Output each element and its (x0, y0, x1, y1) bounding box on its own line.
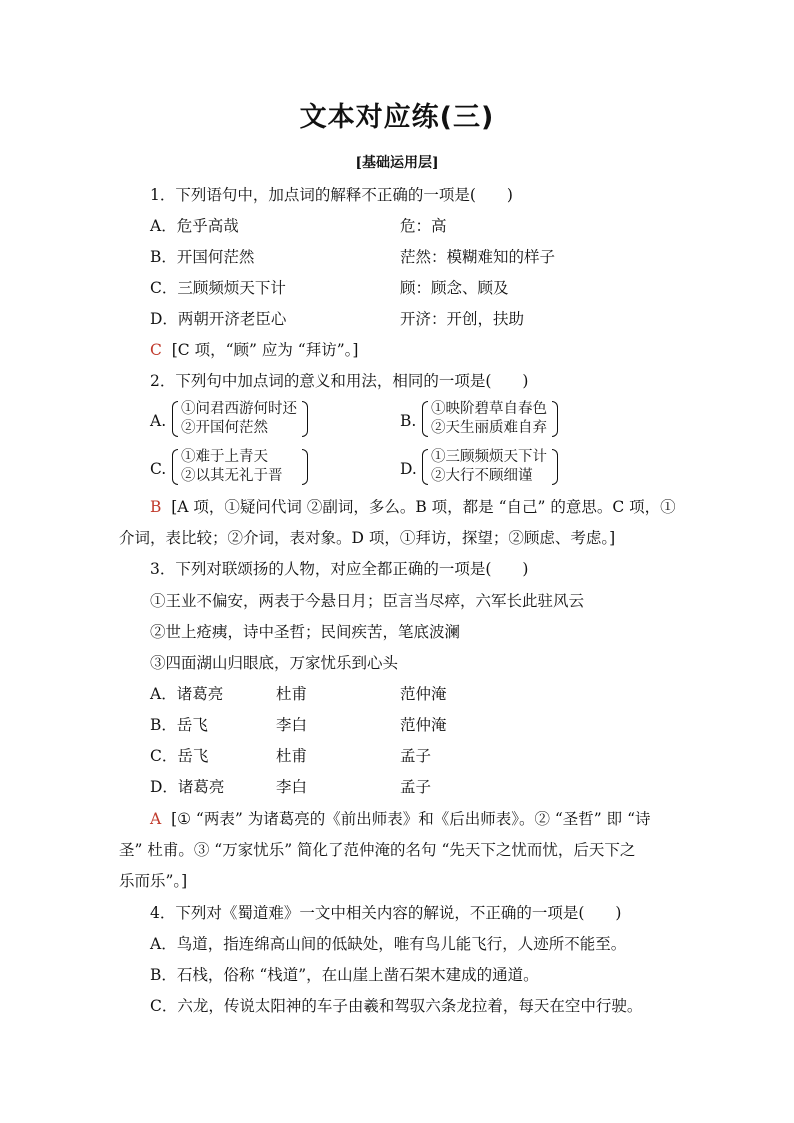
q3-explanation-3: 乐而乐”。] (119, 872, 188, 890)
q2-option-a-label: A. (150, 412, 167, 430)
q2-option-c-sentence-1: ①难于上青天 (181, 449, 268, 465)
q3-option-c: C．岳飞 (150, 747, 209, 765)
q1-option-c-gloss: 顾：顾念、顾及 (400, 279, 509, 297)
q3-option-d: D．诸葛亮 (150, 778, 225, 796)
section-heading: [基础运用层] (355, 155, 439, 171)
q1-option-a-gloss: 危：高 (400, 217, 447, 235)
q3-stem: 3．下列对联颂扬的人物，对应全都正确的一项是( ) (150, 560, 529, 578)
q3-option-a: A．诸葛亮 (150, 685, 224, 703)
q3-option-c-col3: 孟子 (400, 747, 432, 765)
q2-option-b-label: B. (400, 412, 417, 430)
q4-option-b: B．石栈，俗称 “栈道”，在山崖上凿石架木建成的通道。 (150, 966, 539, 984)
q1-answer: C (150, 341, 162, 359)
q3-couplet-2: ②世上疮痍，诗中圣哲；民间疾苦，笔底波澜 (150, 623, 461, 641)
q1-option-b: B．开国何茫然 (150, 248, 255, 266)
q4-option-a: A．鸟道，指连绵高山间的低缺处，唯有鸟儿能飞行，人迹所不能至。 (150, 935, 627, 953)
q1-answer-line (150, 339, 358, 361)
q1-option-a: A．危乎高哉 (150, 217, 239, 235)
q1-stem: 1．下列语句中，加点词的解释不正确的一项是( ) (150, 186, 513, 204)
q2-option-b-bracket (422, 399, 558, 439)
q4-stem: 4．下列对《蜀道难》一文中相关内容的解说，不正确的一项是( ) (150, 904, 622, 922)
q2-answer: B (150, 498, 162, 516)
q2-stem: 2．下列句中加点词的意义和用法，相同的一项是( ) (150, 372, 529, 390)
q1-option-d-gloss: 开济：开创，扶助 (400, 310, 525, 328)
q1-option-b-gloss: 茫然：模糊难知的样子 (400, 248, 556, 266)
q3-answer-line (150, 808, 651, 830)
q3-couplet-1: ①王业不偏安，两表于今悬日月；臣言当尽瘁，六军长此驻风云 (150, 592, 585, 610)
q2-option-a-sentence-1: ①问君西游何时还 (181, 401, 297, 417)
q4-option-c: C．六龙，传说太阳神的车子由羲和驾驭六条龙拉着，每天在空中行驶。 (150, 997, 643, 1015)
q1-explanation: [C 项，“顾” 应为 “拜访”。] (171, 341, 359, 359)
q3-option-d-col2: 李白 (276, 778, 308, 796)
q3-option-b: B．岳飞 (150, 716, 208, 734)
q2-option-b-sentence-1: ①映阶碧草自春色 (431, 401, 547, 417)
q3-option-a-col2: 杜甫 (276, 685, 308, 703)
q3-option-d-col3: 孟子 (400, 778, 432, 796)
q2-option-c-sentence-2: ②以其无礼于晋 (181, 468, 283, 484)
q3-option-b-col2: 李白 (276, 716, 308, 734)
q1-option-c: C．三顾频烦天下计 (150, 279, 286, 297)
q2-option-d-label: D. (400, 460, 417, 478)
q2-option-c-bracket (172, 447, 308, 487)
page-title: 文本对应练(三) (299, 102, 495, 133)
q3-couplet-3: ③四面湖山归眼底，万家忧乐到心头 (150, 654, 399, 672)
q2-option-a-sentence-2: ②开国何茫然 (181, 420, 268, 436)
q3-explanation-1: [① “两表” 为诸葛亮的《前出师表》和《后出师表》。② “圣哲” 即 “诗 (171, 810, 651, 828)
q2-answer-line (150, 496, 676, 518)
q2-explanation-2: 介词，表比较；②介词，表对象。D 项，①拜访，探望；②顾虑、考虑。] (119, 529, 616, 547)
q3-option-b-col3: 范仲淹 (400, 716, 447, 734)
q2-option-d-sentence-1: ①三顾频烦天下计 (431, 449, 547, 465)
q3-answer: A (150, 810, 162, 828)
q3-explanation-2: 圣” 杜甫。③ “万家忧乐” 简化了范仲淹的名句 “先天下之忧而忧，后天下之 (119, 841, 636, 859)
q2-option-c-label: C. (150, 460, 167, 478)
q2-option-a-bracket (172, 399, 308, 439)
q3-option-a-col3: 范仲淹 (400, 685, 447, 703)
q2-option-d-sentence-2: ②大行不顾细谨 (431, 468, 533, 484)
q2-option-b-sentence-2: ②天生丽质难自弃 (431, 420, 547, 436)
q2-option-d-bracket (422, 447, 558, 487)
q2-explanation-1: [A 项，①疑问代词 ②副词，多么。B 项，都是 “自己” 的意思。C 项，① (171, 498, 676, 516)
q3-option-c-col2: 杜甫 (276, 747, 308, 765)
q1-option-d: D．两朝开济老臣心 (150, 310, 287, 328)
